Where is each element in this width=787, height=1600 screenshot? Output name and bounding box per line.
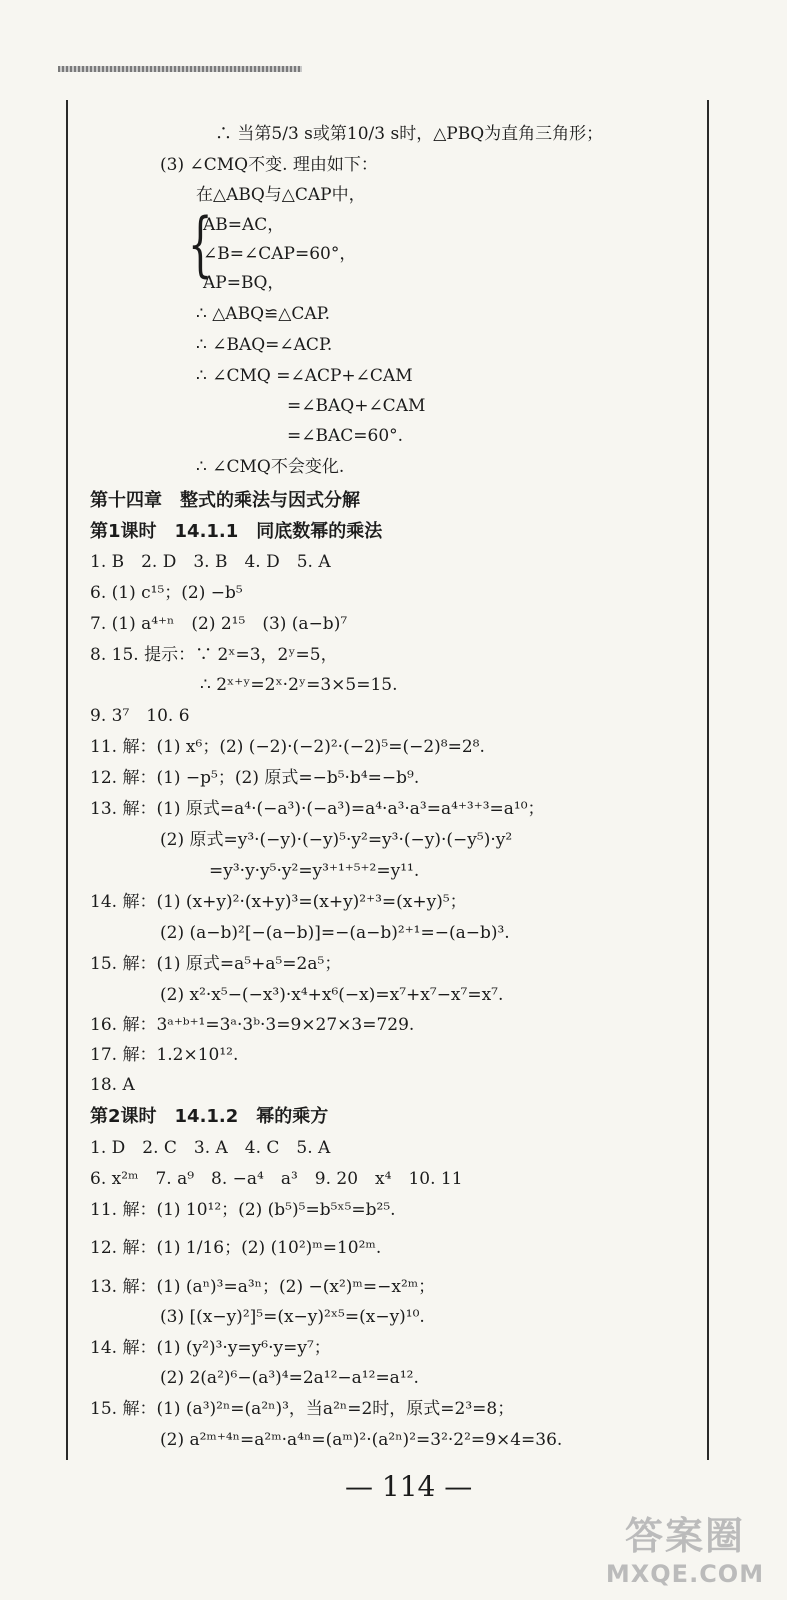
answer-line: 8. 15. 提示：∵ 2ˣ=3，2ʸ=5， bbox=[90, 645, 338, 665]
chapter-heading: 第十四章 整式的乘法与因式分解 bbox=[90, 490, 360, 511]
answer-line: 6. x²ᵐ 7. a⁹ 8. −a⁴ a³ 9. 20 x⁴ 10. 11 bbox=[90, 1169, 463, 1189]
answer-line: =y³·y·y⁵·y²=y³⁺¹⁺⁵⁺²=y¹¹. bbox=[209, 861, 420, 881]
answer-line: ∴ ∠CMQ =∠ACP+∠CAM bbox=[196, 366, 413, 386]
answer-line: 1. B 2. D 3. B 4. D 5. A bbox=[90, 552, 331, 572]
answer-line: (2) (a−b)²[−(a−b)]=−(a−b)²⁺¹=−(a−b)³. bbox=[160, 923, 510, 943]
answer-line: 1. D 2. C 3. A 4. C 5. A bbox=[90, 1138, 331, 1158]
answer-line: ∠B=∠CAP=60°， bbox=[203, 244, 357, 264]
page-number: — 114 — bbox=[345, 1470, 473, 1503]
answer-line: (2) a²ᵐ⁺⁴ⁿ=a²ᵐ·a⁴ⁿ=(aᵐ)²·(a²ⁿ)²=3²·2²=9×4=36. bbox=[160, 1430, 563, 1450]
answer-line: (3) [(x−y)²]⁵=(x−y)²ˣ⁵=(x−y)¹⁰. bbox=[160, 1307, 425, 1327]
answer-line: AB=AC， bbox=[203, 215, 285, 235]
answer-line: 12. 解：(1) −p⁵；(2) 原式=−b⁵·b⁴=−b⁹. bbox=[90, 768, 420, 788]
lesson-heading: 第1课时 14.1.1 同底数幂的乘法 bbox=[90, 521, 383, 542]
answer-line: ∴ ∠CMQ不会变化. bbox=[196, 457, 345, 477]
answer-line: (2) 2(a²)⁶−(a³)⁴=2a¹²−a¹²=a¹². bbox=[160, 1368, 419, 1388]
answer-line: 16. 解：3ᵃ⁺ᵇ⁺¹=3ᵃ·3ᵇ·3=9×27×3=729. bbox=[90, 1015, 415, 1035]
answer-line: 7. (1) a⁴⁺ⁿ (2) 2¹⁵ (3) (a−b)⁷ bbox=[90, 614, 348, 634]
watermark-text: 答案圈 bbox=[624, 1514, 745, 1558]
answer-line: 14. 解：(1) (x+y)²·(x+y)³=(x+y)²⁺³=(x+y)⁵； bbox=[90, 892, 467, 912]
answer-line: ∴ 当第5/3 s或第10/3 s时，△PBQ为直角三角形； bbox=[215, 124, 604, 144]
watermark-logo bbox=[600, 1505, 770, 1588]
answer-line: 15. 解：(1) (a³)²ⁿ=(a²ⁿ)³，当a²ⁿ=2时，原式=2³=8； bbox=[90, 1399, 515, 1419]
answer-line: =∠BAQ+∠CAM bbox=[287, 396, 426, 416]
answer-line: (2) 原式=y³·(−y)·(−y)⁵·y²=y³·(−y)·(−y⁵)·y² bbox=[160, 830, 513, 850]
answer-line: 6. (1) c¹⁵；(2) −b⁵ bbox=[90, 583, 243, 603]
answer-line: 13. 解：(1) 原式=a⁴·(−a³)·(−a³)=a⁴·a³·a³=a⁴⁺³⁺³=a¹⁰； bbox=[90, 799, 545, 819]
answer-line: =∠BAC=60°. bbox=[287, 426, 404, 446]
answer-line: 11. 解：(1) 10¹²；(2) (b⁵)⁵=b⁵ˣ⁵=b²⁵. bbox=[90, 1200, 396, 1220]
answer-line: 13. 解：(1) (aⁿ)³=a³ⁿ；(2) −(x²)ᵐ=−x²ᵐ； bbox=[90, 1277, 436, 1297]
answer-line: 14. 解：(1) (y²)³·y=y⁶·y=y⁷； bbox=[90, 1338, 331, 1358]
answer-line: AP=BQ， bbox=[203, 273, 285, 293]
watermark-url: MXQE.COM bbox=[605, 1560, 765, 1588]
answer-line: 11. 解：(1) x⁶；(2) (−2)·(−2)²·(−2)⁵=(−2)⁸=2⁸. bbox=[90, 737, 485, 757]
left-margin-rule bbox=[66, 100, 68, 1460]
answer-line: (2) x²·x⁵−(−x³)·x⁴+x⁶(−x)=x⁷+x⁷−x⁷=x⁷. bbox=[160, 985, 504, 1005]
answer-line: 17. 解：1.2×10¹². bbox=[90, 1045, 239, 1065]
top-decorative-bar bbox=[58, 66, 302, 72]
answer-line: 在△ABQ与△CAP中， bbox=[196, 185, 366, 205]
answer-line: 15. 解：(1) 原式=a⁵+a⁵=2a⁵； bbox=[90, 954, 342, 974]
right-margin-rule bbox=[707, 100, 709, 1460]
answer-line: ∴ △ABQ≌△CAP. bbox=[196, 304, 330, 324]
answer-line: 12. 解：(1) 1/16；(2) (10²)ᵐ=10²ᵐ. bbox=[90, 1238, 382, 1258]
answer-line: 9. 3⁷ 10. 6 bbox=[90, 706, 190, 726]
lesson-heading: 第2课时 14.1.2 幂的乘方 bbox=[90, 1106, 329, 1127]
answer-line: ∴ ∠BAQ=∠ACP. bbox=[196, 335, 333, 355]
answer-line: 18. A bbox=[90, 1075, 135, 1095]
system-brace: { bbox=[188, 203, 213, 285]
answer-line: (3) ∠CMQ不变. 理由如下： bbox=[160, 155, 378, 175]
answer-line: ∴ 2ˣ⁺ʸ=2ˣ·2ʸ=3×5=15. bbox=[200, 675, 398, 695]
